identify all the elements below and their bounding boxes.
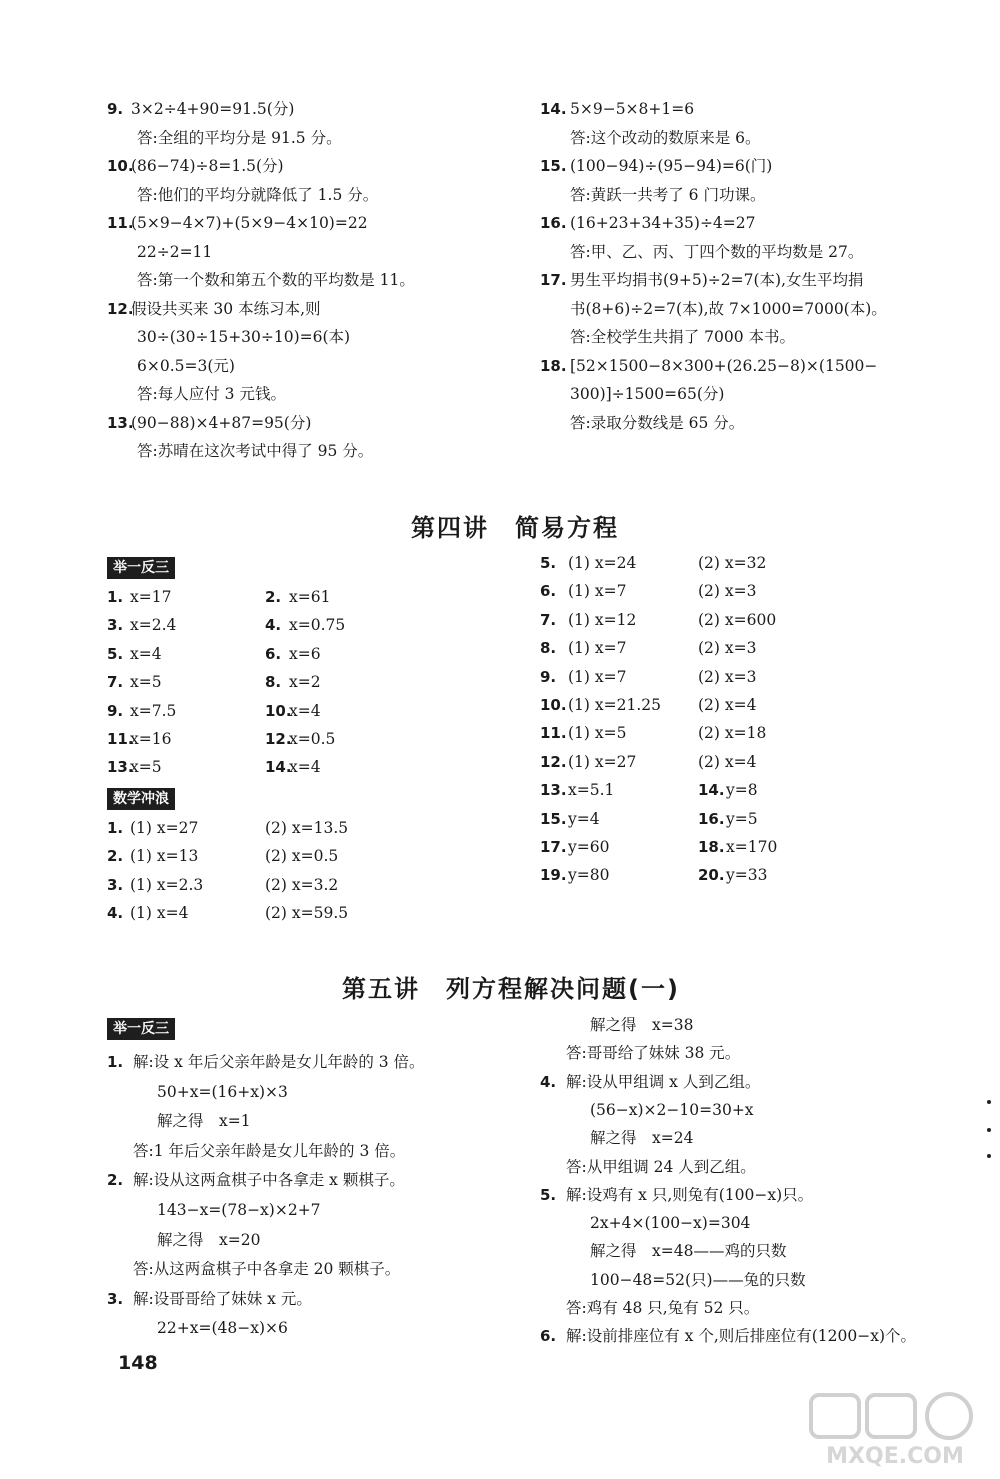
answer-line <box>540 1042 740 1064</box>
answer-text: 解之得 x=24 <box>590 1129 694 1148</box>
answer-text: (2) x=4 <box>698 696 757 714</box>
answer-text: 100−48=52(只)——兔的只数 <box>590 1270 806 1289</box>
answer-text: y=8 <box>726 781 758 800</box>
answer-line <box>107 241 212 263</box>
answer-text: 答:从甲组调 24 人到乙组。 <box>566 1157 756 1176</box>
answer-text: 答:苏晴在这次考试中得了 95 分。 <box>137 442 374 460</box>
item-number: 2. <box>107 847 124 866</box>
item-number: 12. <box>107 299 134 318</box>
answer-text: (2) x=18 <box>698 724 767 743</box>
item-number: 12. <box>265 730 292 748</box>
section-tag: 举一反三 <box>107 1018 175 1040</box>
answer-text: x=170 <box>726 838 778 856</box>
answer-text: 5×9−5×8+1=6 <box>570 100 695 118</box>
item-number: 8. <box>265 673 282 692</box>
answer-text: (90−88)×4+87=95(分) <box>131 413 312 432</box>
answer-line <box>540 1269 806 1291</box>
answer-line <box>540 326 795 348</box>
answer-text: 6×0.5=3(元) <box>137 356 235 375</box>
answer-text: 答:甲、乙、丙、丁四个数的平均数是 27。 <box>570 242 864 261</box>
answer-line <box>540 127 761 149</box>
answer-text: 解:设从这两盒棋子中各拿走 x 颗棋子。 <box>133 1171 405 1190</box>
answer-line <box>107 1199 321 1221</box>
answer-text: (16+23+34+35)÷4=27 <box>570 214 756 232</box>
answer-line <box>107 155 284 177</box>
item-number: 3. <box>107 1289 124 1308</box>
answer-text: 30÷(30÷15+30÷10)=6(本) <box>137 328 351 346</box>
item-number: 8. <box>540 639 557 658</box>
answer-text: (2) x=3 <box>698 667 757 686</box>
answer-text: 解之得 x=20 <box>157 1230 261 1249</box>
answer-line <box>107 412 311 434</box>
item-number: 1. <box>107 588 124 606</box>
answer-text: 答:他们的平均分就降低了 1.5 分。 <box>137 185 379 204</box>
item-number: 14. <box>265 758 292 777</box>
item-number: 11. <box>107 214 134 232</box>
answer-line <box>540 355 877 377</box>
item-number: 11. <box>540 724 567 743</box>
answer-line <box>107 1229 260 1251</box>
answer-text: 50+x=(16+x)×3 <box>157 1082 288 1101</box>
item-number: 5. <box>107 644 124 663</box>
answer-text: (1) x=7 <box>568 582 627 601</box>
answer-text: (2) x=3 <box>698 582 757 601</box>
answer-text: (2) x=13.5 <box>265 819 349 837</box>
answer-text: x=2 <box>289 673 321 692</box>
section-tag: 举一反三 <box>107 557 175 579</box>
page-number: 148 <box>118 1352 158 1374</box>
answer-text: 2x+4×(100−x)=304 <box>590 1214 751 1233</box>
answer-text: (2) x=4 <box>698 752 757 771</box>
answer-line <box>540 269 864 291</box>
answer-text: (1) x=2.3 <box>130 875 204 894</box>
answer-line <box>107 1140 405 1162</box>
answer-text: 解:设鸡有 x 只,则兔有(100−x)只。 <box>566 1185 814 1204</box>
item-number: 12. <box>540 752 567 771</box>
answer-text: 解:设 x 年后父亲年龄是女儿年龄的 3 倍。 <box>133 1053 425 1071</box>
item-number: 4. <box>540 1072 557 1091</box>
item-number: 7. <box>540 610 557 629</box>
section-tag: 数学冲浪 <box>107 788 175 810</box>
item-number: 19. <box>540 866 567 885</box>
item-number: 2. <box>107 1171 124 1190</box>
answer-text: 3×2÷4+90=91.5(分) <box>131 100 295 118</box>
svg-text:MXQE.COM: MXQE.COM <box>826 1444 964 1469</box>
answer-text: (2) x=600 <box>698 610 777 629</box>
answer-line <box>107 1081 288 1103</box>
answer-text: 解之得 x=48——鸡的只数 <box>590 1242 787 1261</box>
answer-text: 解之得 x=1 <box>157 1112 251 1131</box>
answer-line <box>107 1258 400 1280</box>
answer-text: 解:设哥哥给了妹妹 x 元。 <box>133 1289 312 1308</box>
item-number: 17. <box>540 838 567 856</box>
answer-text: (1) x=7 <box>568 639 627 658</box>
answer-text: 答:从这两盒棋子中各拿走 20 颗棋子。 <box>133 1260 401 1279</box>
answer-text: y=5 <box>726 809 758 828</box>
item-number: 10. <box>265 701 292 720</box>
answer-text: x=61 <box>289 588 331 606</box>
section-title: 第五讲 列方程解决问题(一) <box>342 975 680 1003</box>
answer-line <box>540 212 756 234</box>
answer-line <box>107 1051 425 1073</box>
item-number: 13. <box>107 758 134 777</box>
answer-text: y=60 <box>568 838 610 856</box>
answer-text: 假设共买来 30 本练习本,则 <box>131 299 321 318</box>
answer-text: (1) x=7 <box>568 667 627 686</box>
answer-text: (100−94)÷(95−94)=6(门) <box>570 157 773 175</box>
item-number: 10. <box>107 157 134 175</box>
answer-text: 300)]÷1500=65(分) <box>570 385 725 403</box>
item-number: 18. <box>698 838 725 856</box>
item-number: 2. <box>265 588 282 606</box>
item-number: 5. <box>540 1185 557 1204</box>
answer-text: x=2.4 <box>130 616 177 635</box>
answer-text: x=7.5 <box>130 701 177 720</box>
answer-line <box>540 155 772 177</box>
answer-text: 解:设前排座位有 x 个,则后排座位有(1200−x)个。 <box>566 1327 917 1346</box>
answer-text: x=4 <box>289 701 321 720</box>
item-number: 13. <box>107 413 134 432</box>
answer-text: x=6 <box>289 644 321 663</box>
answer-line <box>540 298 887 320</box>
answer-text: y=33 <box>726 866 768 885</box>
answer-line <box>107 1317 288 1339</box>
answer-line <box>540 1325 916 1347</box>
answer-line <box>540 1071 760 1093</box>
item-number: 14. <box>540 100 567 118</box>
answer-text: (2) x=32 <box>698 554 767 572</box>
answer-line <box>540 412 744 434</box>
answer-line <box>107 440 373 462</box>
answer-line <box>107 127 342 149</box>
answer-line <box>107 269 415 291</box>
answer-line <box>540 241 863 263</box>
answer-text: (2) x=3.2 <box>265 875 339 894</box>
answer-text: (1) x=21.25 <box>568 696 661 714</box>
answer-line <box>540 1184 813 1206</box>
answer-line <box>107 326 350 348</box>
item-number: 10. <box>540 696 567 714</box>
answer-text: 答:第一个数和第五个数的平均数是 11。 <box>137 271 415 289</box>
answer-text: (86−74)÷8=1.5(分) <box>131 157 284 175</box>
item-number: 4. <box>265 616 282 635</box>
answer-line <box>107 355 235 377</box>
answer-line <box>107 298 321 320</box>
item-number: 6. <box>265 644 282 663</box>
item-number: 3. <box>107 875 124 894</box>
answer-text: (5×9−4×7)+(5×9−4×10)=22 <box>131 214 368 232</box>
item-number: 9. <box>107 100 124 118</box>
answer-line <box>107 383 286 405</box>
item-number: 9. <box>107 701 124 720</box>
item-number: 16. <box>540 214 567 232</box>
answer-text: [52×1500−8×300+(26.25−8)×(1500− <box>570 356 878 375</box>
answer-line <box>540 184 765 206</box>
answer-line <box>540 1099 754 1121</box>
answer-text: (1) x=24 <box>568 554 637 572</box>
answer-text: 答:哥哥给了妹妹 38 元。 <box>566 1044 741 1063</box>
item-number: 7. <box>107 673 124 692</box>
item-number: 13. <box>540 781 567 800</box>
answer-text: 22+x=(48−x)×6 <box>157 1319 288 1338</box>
watermark-logo <box>807 1391 982 1471</box>
item-number: 11. <box>107 730 134 748</box>
answer-text: x=5 <box>130 673 162 692</box>
answer-text: x=4 <box>289 758 321 777</box>
section-title: 第四讲 简易方程 <box>411 514 619 542</box>
answer-text: 答:鸡有 48 只,兔有 52 只。 <box>566 1299 760 1317</box>
item-number: 18. <box>540 356 567 375</box>
answer-text: 答:每人应付 3 元钱。 <box>137 385 286 403</box>
answer-text: (1) x=4 <box>130 904 189 923</box>
answer-line <box>540 1212 750 1234</box>
item-number: 1. <box>107 819 124 837</box>
answer-text: (1) x=5 <box>568 724 627 743</box>
answer-line <box>540 98 694 120</box>
item-number: 5. <box>540 554 557 572</box>
answer-text: 答:这个改动的数原来是 6。 <box>570 128 761 147</box>
answer-text: (2) x=59.5 <box>265 904 349 923</box>
answer-line <box>540 1014 693 1036</box>
answer-text: 解之得 x=38 <box>590 1016 694 1034</box>
item-number: 1. <box>107 1053 124 1071</box>
answer-line <box>540 1127 693 1149</box>
answer-text: (2) x=3 <box>698 639 757 658</box>
answer-text: x=5.1 <box>568 781 615 800</box>
answer-text: (1) x=27 <box>568 752 637 771</box>
answer-text: 答:全组的平均分是 91.5 分。 <box>137 128 342 147</box>
answer-line <box>540 1240 786 1262</box>
answer-line <box>540 383 724 405</box>
item-number: 17. <box>540 271 567 289</box>
item-number: 16. <box>698 809 725 828</box>
item-number: 6. <box>540 582 557 601</box>
answer-line <box>107 184 378 206</box>
answer-text: 22÷2=11 <box>137 242 213 261</box>
answer-line <box>107 98 294 120</box>
item-number: 9. <box>540 667 557 686</box>
answer-text: x=0.5 <box>289 730 336 748</box>
answer-text: (1) x=12 <box>568 610 637 629</box>
item-number: 6. <box>540 1327 557 1346</box>
answer-text: 答:录取分数线是 65 分。 <box>570 413 745 432</box>
answer-line <box>107 212 368 234</box>
answer-text: (56−x)×2−10=30+x <box>590 1100 754 1119</box>
item-number: 14. <box>698 781 725 800</box>
answer-text: 答:全校学生共捐了 7000 本书。 <box>570 328 796 346</box>
answer-text: x=16 <box>130 730 172 748</box>
answer-text: y=4 <box>568 809 600 828</box>
answer-text: x=17 <box>130 588 172 606</box>
answer-line <box>107 1169 405 1191</box>
answer-line <box>107 1288 312 1310</box>
answer-text: 男生平均捐书(9+5)÷2=7(本),女生平均捐 <box>570 271 864 289</box>
answer-text: 答:黄跃一共考了 6 门功课。 <box>570 185 766 204</box>
answer-text: x=4 <box>130 644 162 663</box>
answer-text: (2) x=0.5 <box>265 847 339 866</box>
answer-text: x=5 <box>130 758 162 777</box>
answer-text: 书(8+6)÷2=7(本),故 7×1000=7000(本)。 <box>570 299 887 318</box>
answer-text: (1) x=27 <box>130 819 199 837</box>
item-number: 15. <box>540 157 567 175</box>
answer-text: 答:1 年后父亲年龄是女儿年龄的 3 倍。 <box>133 1141 406 1160</box>
answer-text: y=80 <box>568 866 610 885</box>
margin-dots <box>984 1096 994 1166</box>
answer-text: 143−x=(78−x)×2+7 <box>157 1201 321 1219</box>
answer-line <box>107 1110 251 1132</box>
answer-text: 解:设从甲组调 x 人到乙组。 <box>566 1072 761 1091</box>
answer-line <box>540 1297 759 1319</box>
answer-line <box>540 1156 756 1178</box>
item-number: 20. <box>698 866 725 885</box>
answer-text: (1) x=13 <box>130 847 199 866</box>
item-number: 3. <box>107 616 124 635</box>
answer-text: x=0.75 <box>289 616 346 635</box>
item-number: 15. <box>540 809 567 828</box>
item-number: 4. <box>107 904 124 923</box>
